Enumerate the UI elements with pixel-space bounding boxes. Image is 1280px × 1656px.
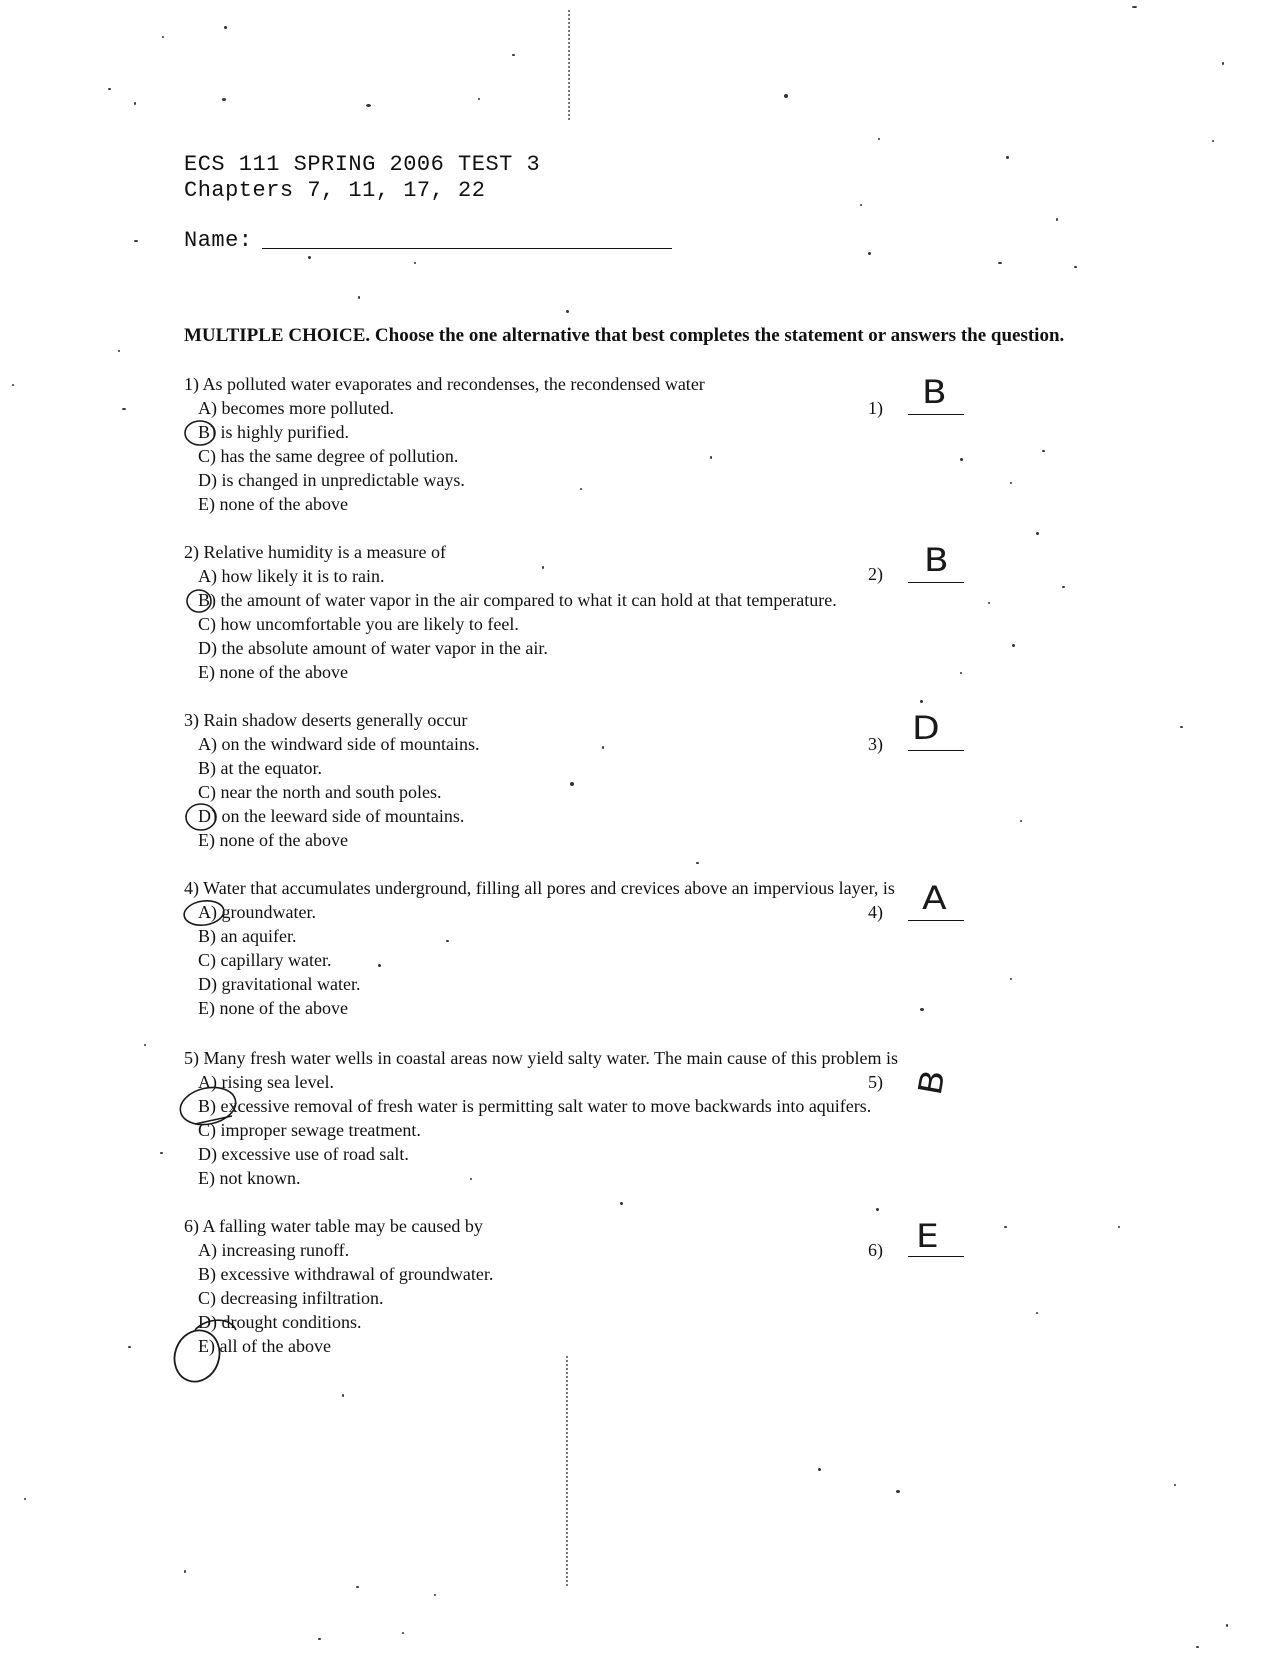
option-c[interactable]: C) near the north and south poles. xyxy=(198,782,442,802)
option-b[interactable]: B) an aquifer. xyxy=(198,926,297,946)
option-b[interactable]: B) excessive removal of fresh water is permitting salt water to move backwards into aquifers. xyxy=(198,1096,872,1116)
option-c[interactable]: C) decreasing infiltration. xyxy=(198,1288,384,1308)
option-d[interactable]: D) gravitational water. xyxy=(198,974,361,994)
handwritten-answer: D xyxy=(912,710,940,747)
name-label: Name: xyxy=(184,228,253,253)
test-chapters: Chapters 7, 11, 17, 22 xyxy=(184,178,486,203)
option-b[interactable]: B) at the equator. xyxy=(198,758,322,778)
question-stem: 4) Water that accumulates underground, filling all pores and crevices above an impervious layer, is xyxy=(184,878,895,898)
option-b[interactable]: B) the amount of water vapor in the air compared to what it can hold at that temperature. xyxy=(198,590,837,610)
test-title: ECS 111 SPRING 2006 TEST 3 xyxy=(184,152,541,177)
option-a[interactable]: A) how likely it is to rain. xyxy=(198,566,385,586)
question-stem: 2) Relative humidity is a measure of xyxy=(184,542,446,562)
option-a[interactable]: A) increasing runoff. xyxy=(198,1240,350,1260)
handwritten-answer: B xyxy=(912,1067,953,1098)
option-c[interactable]: C) improper sewage treatment. xyxy=(198,1120,421,1140)
instructions: MULTIPLE CHOICE. Choose the one alternative that best completes the statement or answers the question. xyxy=(184,325,1065,346)
option-b[interactable]: B) excessive withdrawal of groundwater. xyxy=(198,1264,494,1284)
circle-mark xyxy=(187,590,211,612)
circle-mark xyxy=(183,898,226,927)
answer-label: 2) xyxy=(868,564,883,584)
option-d[interactable]: D) the absolute amount of water vapor in the air. xyxy=(198,638,548,658)
option-e[interactable]: E) all of the above xyxy=(198,1336,331,1356)
option-a[interactable]: A) rising sea level. xyxy=(198,1072,334,1092)
option-e[interactable]: E) none of the above xyxy=(198,998,348,1018)
question-stem: 5) Many fresh water wells in coastal areas now yield salty water. The main cause of this problem is xyxy=(184,1048,898,1068)
option-a[interactable]: A) on the windward side of mountains. xyxy=(198,734,480,754)
answer-label: 6) xyxy=(868,1240,883,1260)
option-e[interactable]: E) none of the above xyxy=(198,662,348,682)
option-b[interactable]: B) is highly purified. xyxy=(198,422,349,442)
option-e[interactable]: E) none of the above xyxy=(198,494,348,514)
option-c[interactable]: C) has the same degree of pollution. xyxy=(198,446,459,466)
circle-mark xyxy=(185,421,215,445)
circle-mark xyxy=(177,1083,239,1130)
question-stem: 3) Rain shadow deserts generally occur xyxy=(184,710,468,730)
answer-label: 4) xyxy=(868,902,883,922)
circle-mark xyxy=(167,1324,226,1388)
option-d[interactable]: D) is changed in unpredictable ways. xyxy=(198,470,465,490)
question-stem: 1) As polluted water evaporates and recondenses, the recondensed water xyxy=(184,374,705,394)
option-e[interactable]: E) not known. xyxy=(198,1168,301,1188)
answer-label: 3) xyxy=(868,734,883,754)
option-c[interactable]: C) how uncomfortable you are likely to feel. xyxy=(198,614,519,634)
strike-mark xyxy=(195,1320,236,1330)
handwritten-answer: A xyxy=(922,880,947,917)
option-c[interactable]: C) capillary water. xyxy=(198,950,332,970)
handwritten-answer: B xyxy=(922,374,947,411)
option-d[interactable]: D) on the leeward side of mountains. xyxy=(198,806,465,826)
circle-mark xyxy=(186,804,216,830)
option-d[interactable]: D) excessive use of road salt. xyxy=(198,1144,409,1164)
option-a[interactable]: A) groundwater. xyxy=(198,902,316,922)
handwritten-answer: E xyxy=(916,1218,939,1255)
answer-label: 1) xyxy=(868,398,883,418)
answer-label: 5) xyxy=(868,1072,883,1092)
handwritten-answer: B xyxy=(924,542,949,579)
option-d[interactable]: D) drought conditions. xyxy=(198,1312,362,1332)
option-e[interactable]: E) none of the above xyxy=(198,830,348,850)
question-stem: 6) A falling water table may be caused by xyxy=(184,1216,483,1236)
option-a[interactable]: A) becomes more polluted. xyxy=(198,398,394,418)
